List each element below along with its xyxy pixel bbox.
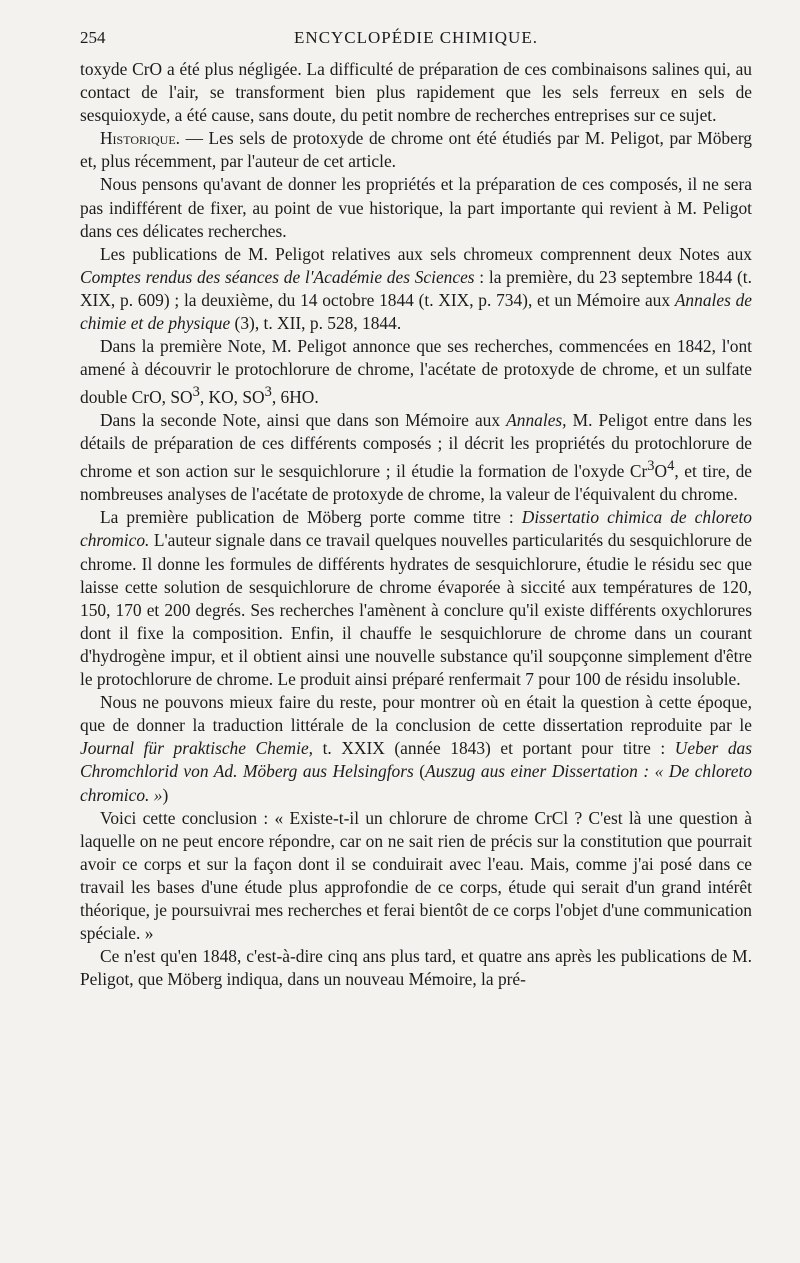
paragraph-text: Ce n'est qu'en 1848, c'est-à-dire cinq ans plus tard, et quatre ans après les publications de M. Peligot, que Möberg indiqua, dans un nouveau Mémoire, la pré- bbox=[80, 946, 752, 990]
article-subtitle: Auszug aus einer Dissertation : « De chloreto chromico. » bbox=[80, 761, 753, 805]
paragraph bbox=[80, 409, 752, 506]
text-run: Dans la première Note, M. Peligot annonce que ses recherches, commencées en 1842, l'ont amené à découvrir le protochlorure de chrome, l'acétate de protoxyde de chrome, et un sulfate double CrO, SO bbox=[80, 336, 752, 408]
paragraph bbox=[80, 335, 752, 409]
journal-title: Annales de chimie et de physique bbox=[80, 289, 752, 334]
text-run: , KO, SO bbox=[199, 387, 265, 408]
paragraph-historique bbox=[80, 127, 752, 173]
paragraph-text: Nous pensons qu'avant de donner les propriétés et la préparation de ces composés, il ne sera pas indifférent de fixer, au point de vue historique, la part importante qui revient à M. Peligot dans ces délicates recherches. bbox=[80, 174, 752, 241]
text-run: t. XXIX (année 1843) et portant pour titre : bbox=[313, 738, 675, 759]
journal-title: Annales, bbox=[506, 410, 567, 431]
page-header bbox=[80, 26, 752, 52]
page-number: 254 bbox=[80, 28, 106, 47]
dissertation-title: Dissertatio chimica de chloreto chromico. bbox=[80, 507, 752, 551]
running-title: ENCYCLOPÉDIE CHIMIQUE. bbox=[294, 28, 538, 47]
text-run: : la première, du 23 septembre 1844 (t. XIX, p. 609) ; la deuxième, du 14 octobre 1844 (t. XIX, p. 734), et un Mémoire aux bbox=[80, 266, 752, 310]
text-run: Les publications de M. Peligot relatives aux sels chromeux comprennent deux Notes aux bbox=[100, 243, 752, 264]
text-run: (3), t. XII, p. 528, 1844. bbox=[230, 313, 402, 334]
text-run: ( bbox=[413, 761, 426, 782]
paragraph bbox=[80, 243, 752, 335]
text-run: L'auteur signale dans ce travail quelques nouvelles particularités du sesquichlorure de chrome. Il donne les formules de différents hydrates de sesquichlorure, étudie le résidu sec que laisse cette solution de sesquichlorure de chrome évaporée à siccité aux températures de 120, 150, 170 et 200 degrés. Ses recherches l'amènent à conclure qu'il existe différents oxychlorures dont il fixe la composition. Enfin, il chauffe le sesquichlorure de chrome dans un courant d'hydrogène impur, et il obtient ainsi une nouvelle substance qu'il soupçonne simplement d'être le protochlorure de chrome. Le produit ainsi préparé renfermait 7 pour 100 de résidu insoluble. bbox=[80, 530, 752, 690]
paragraph bbox=[80, 506, 752, 691]
superscript: 3 bbox=[647, 458, 655, 475]
paragraph bbox=[80, 58, 752, 127]
text-run: O bbox=[654, 461, 668, 482]
journal-title: Journal für praktische Chemie, bbox=[80, 738, 314, 759]
paragraph bbox=[80, 807, 752, 946]
journal-title: Comptes rendus des séances de l'Académie des Sciences bbox=[80, 266, 475, 287]
text-run: La première publication de Möberg porte comme titre : bbox=[100, 507, 522, 528]
superscript: 4 bbox=[667, 458, 675, 475]
text-run: Dans la seconde Note, ainsi que dans son Mémoire aux bbox=[100, 410, 507, 431]
paragraph-text: toxyde CrO a été plus négligée. La difficulté de préparation de ces combinaisons salines qui, au contact de l'air, se transforment bien plus rapidement que les sels ferreux en sels de sesquioxyde, a été cause, sans doute, du petit nombre de recherches entreprises sur ce sujet. bbox=[80, 59, 752, 126]
text-run: M. Peligot entre dans les détails de préparation de ces différents composés ; il décrit les propriétés du protochlorure de chrome et son action sur le sesquichlorure ; il étudie la formation de l'oxyde Cr bbox=[80, 410, 752, 482]
text-run: Nous ne pouvons mieux faire du reste, pour montrer où en était la question à cette époque, que de donner la traduction littérale de la conclusion de cette dissertation reproduite par le bbox=[80, 692, 752, 736]
paragraph bbox=[80, 945, 752, 991]
paragraph bbox=[80, 691, 752, 806]
text-run: , et tire, de nombreuses analyses de l'acétate de protoxyde de chrome, la valeur de l'équivalent du chrome. bbox=[80, 461, 752, 505]
superscript: 3 bbox=[264, 384, 272, 401]
text-run: , 6HO. bbox=[271, 387, 319, 408]
article-title: Ueber das Chromchlorid von Ad. Möberg aus Helsingfors bbox=[80, 738, 752, 782]
section-heading: Historique. bbox=[100, 128, 181, 149]
paragraph bbox=[80, 173, 752, 242]
body-text bbox=[80, 58, 752, 991]
text-run: ) bbox=[162, 784, 169, 805]
superscript: 3 bbox=[192, 384, 200, 401]
paragraph-text: — Les sels de protoxyde de chrome ont été étudiés par M. Peligot, par Möberg et, plus récemment, par l'auteur de cet article. bbox=[80, 128, 752, 172]
paragraph-text: Voici cette conclusion : « Existe-t-il un chlorure de chrome CrCl ? C'est là une question à laquelle on ne peut encore répondre, car on ne sait rien de précis sur la constitution que pourrait avoir ce corps et sur la façon dont il se conduirait avec l'eau. Mais, comme j'ai posé dans ce travail les bases d'une étude plus approfondie de ce corps, étude qui serait d'un grand intérêt théorique, je poursuivrai mes recherches et ferai bientôt de ce corps l'objet d'une communication spéciale. » bbox=[80, 807, 752, 944]
